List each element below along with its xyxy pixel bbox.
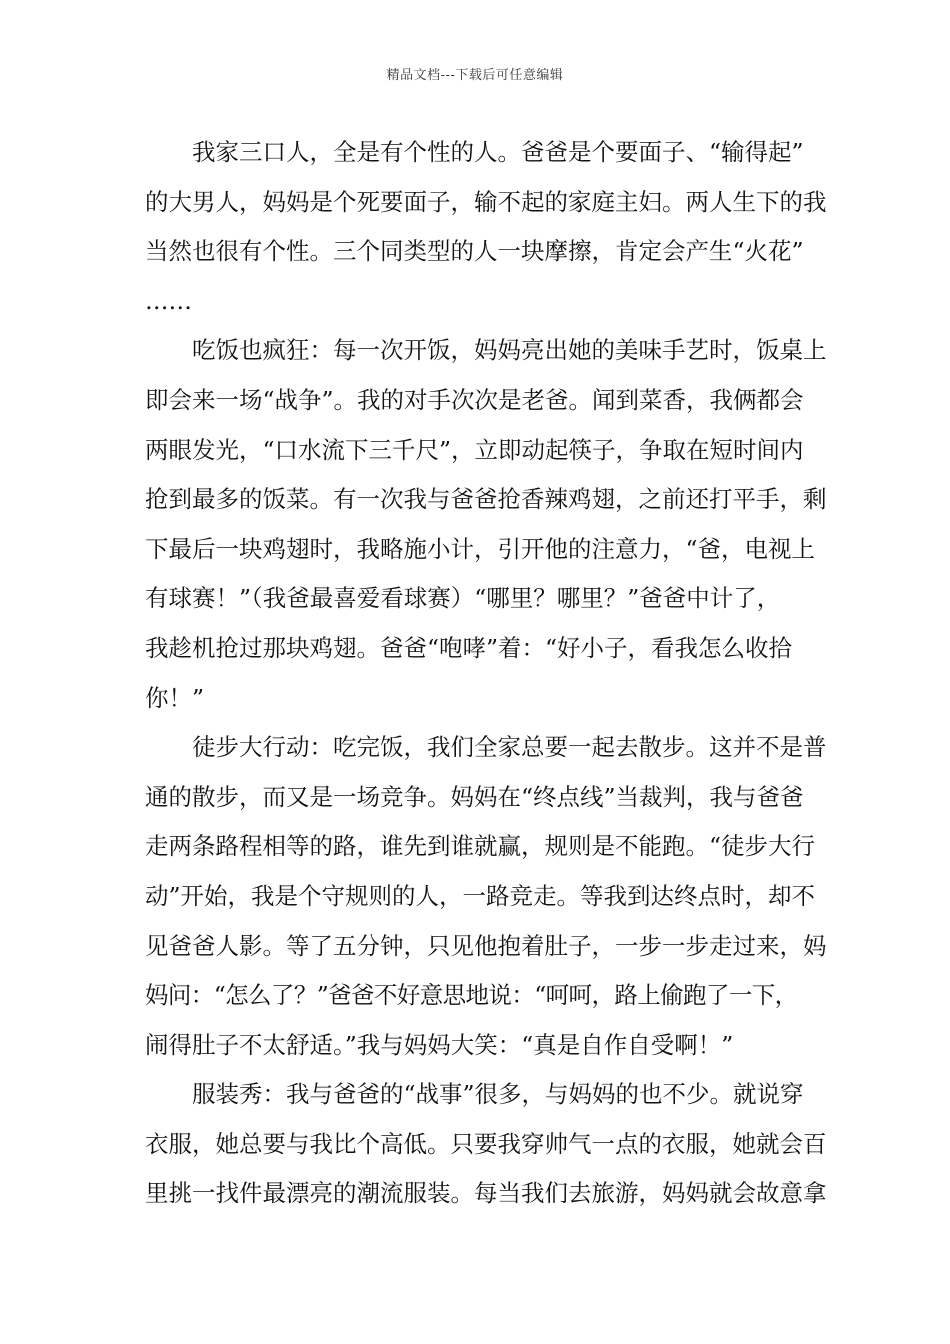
text-line: 两眼发光，“口水流下三千尺”，立即动起筷子，争取在短时间内: [145, 435, 804, 464]
text-line: 吃饭也疯狂：每一次开饭，妈妈亮出她的美味手艺时，饭桌上: [192, 336, 827, 365]
text-line: 下最后一块鸡翅时，我略施小计，引开他的注意力，“爸，电视上: [145, 534, 816, 563]
text-line: 动”开始，我是个守规则的人，一路竞走。等我到达终点时，却不: [145, 881, 816, 910]
text-line: 闹得肚子不太舒适。”我与妈妈大笑：“真是自作自受啊！”: [145, 1030, 734, 1059]
text-line: 里挑一找件最漂亮的潮流服装。每当我们去旅游，妈妈就会故意拿: [145, 1179, 827, 1208]
text-line: 妈问：“怎么了？”爸爸不好意思地说：“呵呵，路上偷跑了一下，: [145, 981, 798, 1010]
text-line: 徒步大行动：吃完饭，我们全家总要一起去散步。这并不是普: [192, 733, 827, 762]
paragraph: [145, 1070, 827, 1219]
text-line: 的大男人，妈妈是个死要面子，输不起的家庭主妇。两人生下的我: [145, 187, 827, 216]
text-line: 服装秀：我与爸爸的“战事”很多，与妈妈的也不少。就说穿: [192, 1080, 804, 1109]
text-line: 我家三口人，全是有个性的人。爸爸是个要面子、“输得起”: [192, 138, 804, 166]
text-line: 我趁机抢过那块鸡翅。爸爸“咆哮”着：“好小子，看我怎么收拾: [145, 633, 793, 662]
text-line: 当然也很有个性。三个同类型的人一块摩擦，肯定会产生“火花”: [145, 237, 804, 266]
text-line: 衣服，她总要与我比个高低。只要我穿帅气一点的衣服，她就会百: [145, 1129, 827, 1158]
text-line: ……: [145, 286, 192, 315]
text-line: 见爸爸人影。等了五分钟，只见他抱着肚子，一步一步走过来，妈: [145, 931, 827, 960]
text-line: 即会来一场“战争”。我的对手次次是老爸。闻到菜香，我俩都会: [145, 385, 804, 414]
text-line: 有球赛！”（我爸最喜爱看球赛）“哪里？哪里？”爸爸中计了，: [145, 584, 781, 613]
text-line: 通的散步，而又是一场竞争。妈妈在“终点线”当裁判，我与爸爸: [145, 782, 804, 811]
page-header: 精品文档---下载后可任意编辑: [386, 68, 564, 83]
paragraph: [145, 128, 827, 326]
text-line: 你！”: [145, 683, 205, 712]
text-line: 走两条路程相等的路，谁先到谁就赢，规则是不能跑。“徒步大行: [145, 832, 816, 861]
paragraph: [145, 723, 827, 1070]
paragraph: [145, 326, 827, 723]
document-body: [145, 128, 827, 1219]
text-line: 抢到最多的饭菜。有一次我与爸爸抢香辣鸡翅，之前还打平手，剩: [145, 485, 827, 514]
